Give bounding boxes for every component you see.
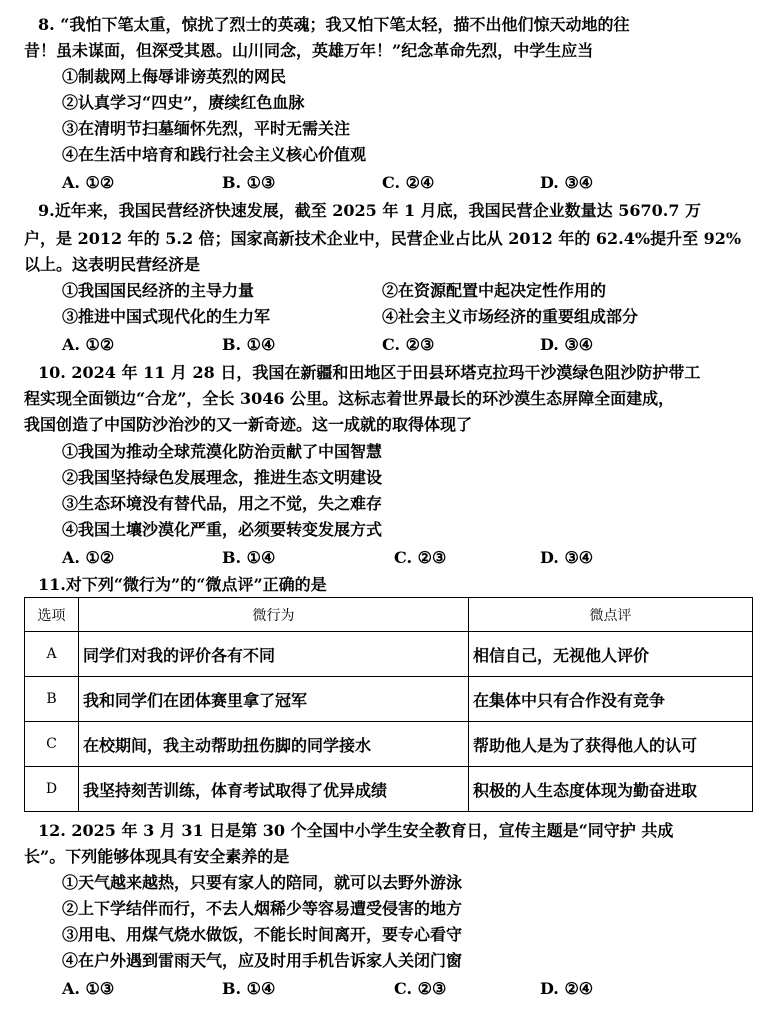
question-10-stem-line-1: 10. 2024 年 11 月 28 日，我国在新疆和田地区于田县环塔克拉玛干沙漠绿色阻沙防护带工 xyxy=(38,363,701,382)
question-8-option-3: ③在清明节扫墓缅怀先烈，平时无需关注 xyxy=(62,119,351,138)
table-row xyxy=(25,767,753,812)
question-9-answer-c: C. ②③ xyxy=(382,335,435,354)
question-11-stem: 11.对下列“微行为”的“微点评”正确的是 xyxy=(38,575,327,594)
question-9-option-1: ①我国国民经济的主导力量 xyxy=(62,281,255,300)
table-cell-option: C xyxy=(25,722,79,767)
question-9-option-3: ③推进中国式现代化的生力军 xyxy=(62,307,271,326)
question-10-option-2: ②我国坚持绿色发展理念，推进生态文明建设 xyxy=(62,468,383,487)
question-12-answer-d: D. ②④ xyxy=(540,979,594,998)
table-cell-comment: 帮助他人是为了获得他人的认可 xyxy=(469,722,753,767)
table-header-row xyxy=(25,598,753,632)
table-row xyxy=(25,632,753,677)
question-8-answer-b: B. ①③ xyxy=(222,173,276,192)
table-cell-option: D xyxy=(25,767,79,812)
question-8-option-4: ④在生活中培育和践行社会主义核心价值观 xyxy=(62,145,367,164)
table-header-comment: 微点评 xyxy=(469,598,753,632)
question-9-answer-b: B. ①④ xyxy=(222,335,276,354)
question-12-option-1: ①天气越来越热，只要有家人的陪同，就可以去野外游泳 xyxy=(62,873,463,892)
question-9-stem-line-3: 以上。这表明民营经济是 xyxy=(24,255,201,274)
question-12-stem-line-1: 12. 2025 年 3 月 31 日是第 30 个全国中小学生安全教育日，宣传主题是“同守护 共成 xyxy=(38,821,674,840)
table-cell-option: A xyxy=(25,632,79,677)
table-row xyxy=(25,722,753,767)
question-9-stem-line-1: 9.近年来，我国民营经济快速发展，截至 2025 年 1 月底，我国民营企业数量达 5670.7 万 xyxy=(38,201,702,220)
question-10-stem-line-3: 我国创造了中国防沙治沙的又一新奇迹。这一成就的取得体现了 xyxy=(24,415,473,434)
question-10-option-4: ④我国土壤沙漠化严重，必须要转变发展方式 xyxy=(62,520,383,539)
question-10-answer-c: C. ②③ xyxy=(394,548,447,567)
table-cell-comment: 积极的人生态度体现为勤奋进取 xyxy=(469,767,753,812)
question-9-stem-line-2: 户，是 2012 年的 5.2 倍；国家高新技术企业中，民营企业占比从 2012 年的 62.4%提升至 92% xyxy=(24,229,742,248)
question-12-option-3: ③用电、用煤气烧水做饭，不能长时间离开，要专心看守 xyxy=(62,925,463,944)
question-10-option-1: ①我国为推动全球荒漠化防治贡献了中国智慧 xyxy=(62,442,383,461)
question-11-table xyxy=(24,597,753,812)
table-header-behavior: 微行为 xyxy=(79,598,469,632)
table-cell-comment: 在集体中只有合作没有竞争 xyxy=(469,677,753,722)
question-9-answer-a: A. ①② xyxy=(62,335,115,354)
question-10-answer-b: B. ①④ xyxy=(222,548,276,567)
question-12-stem-line-2: 长”。下列能够体现具有安全素养的是 xyxy=(24,847,290,866)
question-12-option-4: ④在户外遇到雷雨天气，应及时用手机告诉家人关闭门窗 xyxy=(62,951,463,970)
question-8-answer-c: C. ②④ xyxy=(382,173,435,192)
question-12-answer-c: C. ②③ xyxy=(394,979,447,998)
question-10-stem-line-2: 程实现全面锁边“合龙”，全长 3046 公里。这标志着世界最长的环沙漠生态屏障全面建成， xyxy=(24,389,675,408)
question-10-option-3: ③生态环境没有替代品，用之不觉，失之难存 xyxy=(62,494,383,513)
question-9-option-2: ②在资源配置中起决定性作用的 xyxy=(382,281,607,300)
table-cell-behavior: 我和同学们在团体赛里拿了冠军 xyxy=(79,677,469,722)
table-row xyxy=(25,677,753,722)
table-cell-behavior: 我坚持刻苦训练，体育考试取得了优异成绩 xyxy=(79,767,469,812)
question-10-answer-a: A. ①② xyxy=(62,548,115,567)
question-10-answer-d: D. ③④ xyxy=(540,548,594,567)
question-12-option-2: ②上下学结伴而行，不去人烟稀少等容易遭受侵害的地方 xyxy=(62,899,463,918)
question-8-stem-line-1: 8. “我怕下笔太重，惊扰了烈士的英魂；我又怕下笔太轻，描不出他们惊天动地的往 xyxy=(38,15,630,34)
question-9-answer-d: D. ③④ xyxy=(540,335,594,354)
table-header-option: 选项 xyxy=(25,598,79,632)
table-cell-behavior: 在校期间，我主动帮助扭伤脚的同学接水 xyxy=(79,722,469,767)
question-8-stem-line-2: 昔！虽未谋面，但深受其恩。山川同念，英雄万年！”纪念革命先烈，中学生应当 xyxy=(24,41,594,60)
question-9-option-4: ④社会主义市场经济的重要组成部分 xyxy=(382,307,639,326)
table-cell-option: B xyxy=(25,677,79,722)
question-12-answer-a: A. ①③ xyxy=(62,979,115,998)
question-8-option-2: ②认真学习“四史”，赓续红色血脉 xyxy=(62,93,305,112)
question-8-answer-d: D. ③④ xyxy=(540,173,594,192)
question-8-option-1: ①制裁网上侮辱诽谤英烈的网民 xyxy=(62,67,287,86)
table-cell-comment: 相信自己，无视他人评价 xyxy=(469,632,753,677)
question-8-answer-a: A. ①② xyxy=(62,173,115,192)
question-12-answer-b: B. ①④ xyxy=(222,979,276,998)
table-cell-behavior: 同学们对我的评价各有不同 xyxy=(79,632,469,677)
